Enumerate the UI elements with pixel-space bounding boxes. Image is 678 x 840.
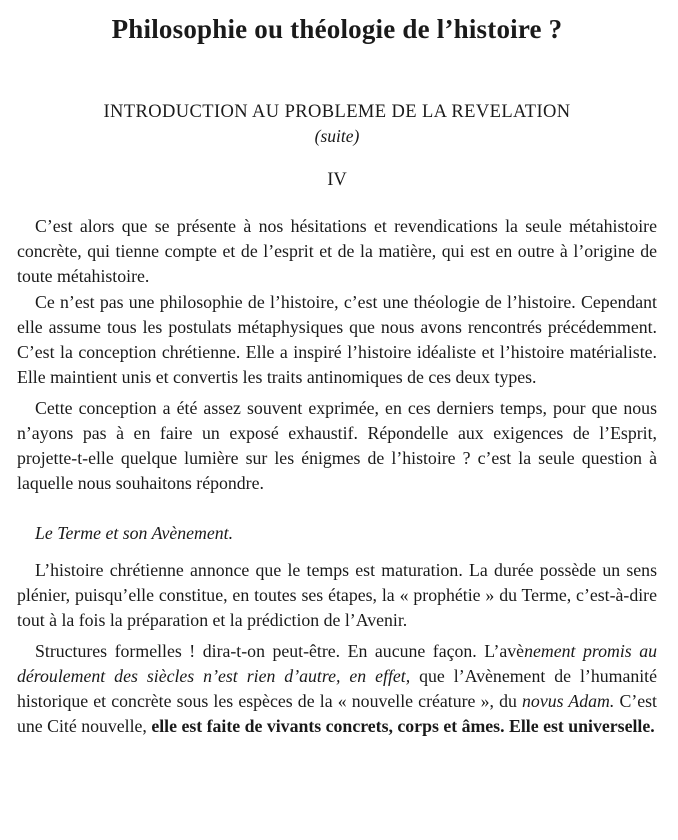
paragraph-5: [17, 639, 657, 739]
section-heading: Le Terme et son Avènement.: [35, 523, 234, 543]
paragraph-5-part-3: que l’Avènement de l’humanité historique et concrète sous les espèces de la « nouvelle créature », du: [17, 666, 657, 711]
paragraph-5-part-1: Structures formelles ! dira-t-on peut-être. En aucune façon. L’avè: [35, 641, 525, 661]
section-number: IV: [327, 170, 347, 190]
paragraph-5-italic-1: nement promis au déroulement des siècles n’est rien d’autre, en effet,: [17, 641, 658, 686]
paragraph-5-italic-novus-adam: novus Adam.: [522, 691, 615, 711]
article-title: Philosophie ou théologie de l’histoire ?: [111, 14, 563, 44]
article-subtitle: INTRODUCTION AU PROBLEME DE LA REVELATION: [103, 102, 571, 122]
paragraph-3: Cette conception a été assez souvent exprimée, en ces derniers temps, pour que nous n’ayons pas à en faire un exposé exhaustif. Répondelle aux exigences de l’Esprit, projette-t-elle quelque lumière sur les énigmes de l’histoire ? c’est la seule question à laquelle nous souhaitons répondre.: [17, 398, 657, 493]
paragraph-5-part-5: C’est une Cité nouvelle,: [17, 691, 657, 736]
paragraph-4: L’histoire chrétienne annonce que le temps est maturation. La durée possède un sens plénier, puisqu’elle constitue, en toutes ses étapes, la « prophétie » du Terme, c’est-à-dire tout à la fois la préparation et la prédiction de l’Avenir.: [17, 560, 657, 630]
paragraph-2: Ce n’est pas une philosophie de l’histoire, c’est une théologie de l’histoire. Cependant elle assume tous les postulats métaphysiques que nous avons rencontrés précédemment. C’est la conception chrétienne. Elle a inspiré l’histoire idéaliste et l’histoire matérialiste. Elle maintient unis et convertis les traits antinomiques de ces deux types.: [17, 292, 657, 387]
paragraph-5-bold-end: elle est faite de vivants concrets, corps et âmes. Elle est universelle.: [151, 716, 655, 736]
paragraph-1: C’est alors que se présente à nos hésitations et revendications la seule métahistoire concrète, qui tienne compte et de l’esprit et de la matière, qui est en outre à l’origine de toute métahistoire.: [17, 216, 657, 286]
subtitle-note: (suite): [314, 126, 360, 146]
document-page: [17, 0, 657, 739]
